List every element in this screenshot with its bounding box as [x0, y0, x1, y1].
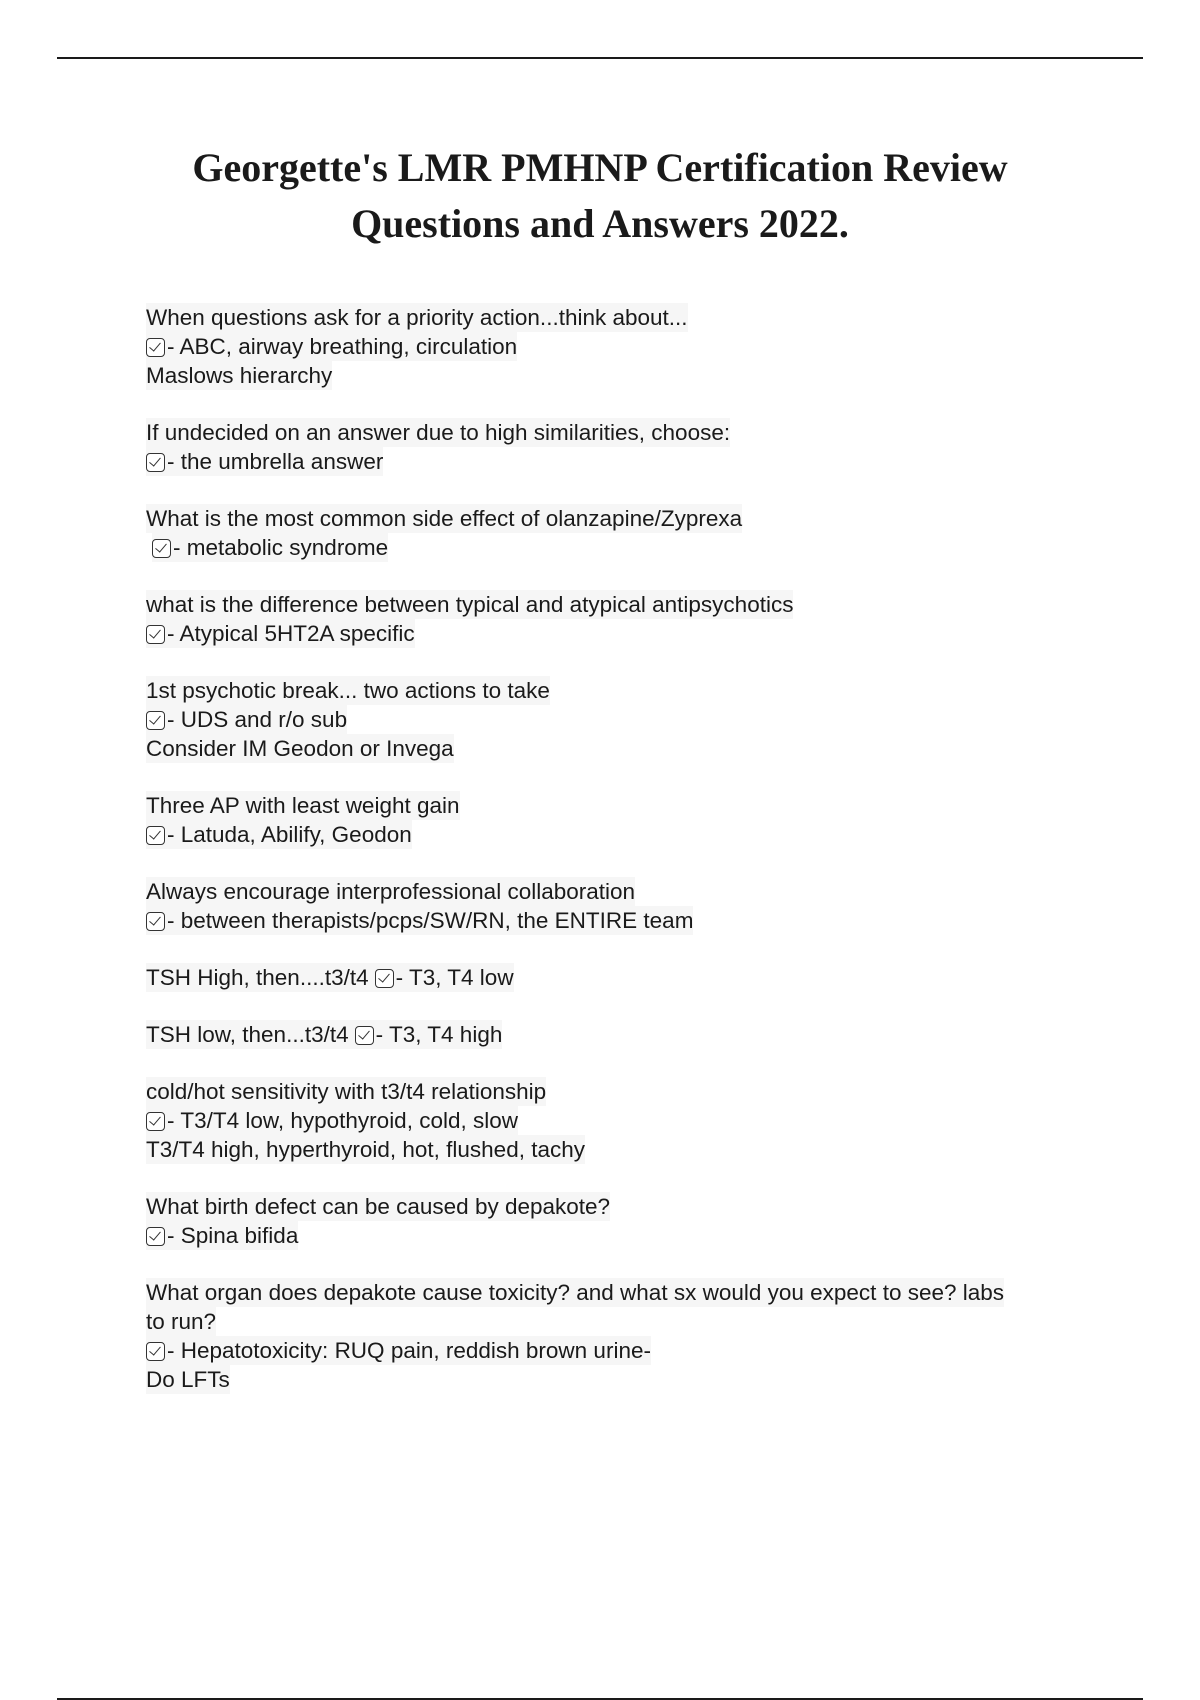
qa-item — [146, 791, 1076, 849]
answer-line — [146, 332, 517, 361]
answer-line — [146, 705, 347, 734]
qa-item — [146, 1278, 1076, 1394]
question: TSH low, then...t3/t4 — [146, 1022, 349, 1047]
answer-line — [146, 619, 415, 648]
qa-inline — [146, 1020, 502, 1049]
answer-extra: Consider IM Geodon or Invega — [146, 736, 454, 761]
qa-item — [146, 1077, 1076, 1164]
answer-line — [146, 447, 383, 476]
qa-inline — [146, 963, 514, 992]
answer: - Latuda, Abilify, Geodon — [167, 822, 412, 847]
answer-line — [146, 1336, 651, 1365]
qa-item — [146, 1020, 1076, 1049]
checkbox-icon — [146, 338, 165, 357]
qa-item — [146, 504, 1076, 562]
qa-item — [146, 590, 1076, 648]
question: If undecided on an answer due to high similarities, choose: — [146, 420, 731, 445]
checkbox-icon — [152, 539, 171, 558]
title-line-1: Georgette's LMR PMHNP Certification Review — [192, 145, 1008, 190]
answer: - T3, T4 high — [375, 1022, 503, 1047]
checkbox-icon — [146, 625, 165, 644]
qa-item — [146, 418, 1076, 476]
question-line-2: to run? — [146, 1309, 217, 1334]
checkbox-icon — [146, 912, 165, 931]
qa-item — [146, 963, 1076, 992]
qa-item — [146, 877, 1076, 935]
qa-list — [146, 303, 1076, 1422]
answer: - UDS and r/o sub — [167, 707, 348, 732]
answer-line — [146, 820, 412, 849]
answer: - between therapists/pcps/SW/RN, the ENTIRE team — [167, 908, 694, 933]
question: cold/hot sensitivity with t3/t4 relationship — [146, 1079, 547, 1104]
question: What birth defect can be caused by depakote? — [146, 1194, 611, 1219]
checkbox-icon — [146, 1227, 165, 1246]
question: What is the most common side effect of olanzapine/Zyprexa — [146, 506, 743, 531]
question: Always encourage interprofessional collaboration — [146, 879, 636, 904]
checkbox-icon — [146, 453, 165, 472]
question: what is the difference between typical and atypical antipsychotics — [146, 592, 794, 617]
answer: - metabolic syndrome — [173, 535, 389, 560]
checkbox-icon — [355, 1026, 374, 1045]
answer-line — [146, 906, 693, 935]
title-line-2: Questions and Answers 2022. — [351, 201, 849, 246]
page-title — [0, 140, 1200, 252]
question-line-1: What organ does depakote cause toxicity? and what sx would you expect to see? labs — [146, 1280, 1005, 1305]
answer-line — [146, 1106, 518, 1135]
question: 1st psychotic break... two actions to take — [146, 678, 550, 703]
answer: - Spina bifida — [167, 1223, 299, 1248]
checkbox-icon — [146, 826, 165, 845]
checkbox-icon — [146, 1342, 165, 1361]
question: TSH High, then....t3/t4 — [146, 965, 369, 990]
answer-extra: Do LFTs — [146, 1367, 230, 1392]
answer: - T3, T4 low — [395, 965, 514, 990]
checkbox-icon — [375, 969, 394, 988]
qa-item — [146, 676, 1076, 763]
checkbox-icon — [146, 711, 165, 730]
qa-item — [146, 303, 1076, 390]
top-rule — [57, 57, 1143, 59]
checkbox-icon — [146, 1112, 165, 1131]
answer: - Atypical 5HT2A specific — [167, 621, 415, 646]
answer: - the umbrella answer — [167, 449, 384, 474]
answer: - ABC, airway breathing, circulation — [167, 334, 518, 359]
answer-line — [146, 1221, 298, 1250]
answer-line — [152, 533, 388, 562]
answer: - T3/T4 low, hypothyroid, cold, slow — [167, 1108, 518, 1133]
answer: - Hepatotoxicity: RUQ pain, reddish brown urine- — [167, 1338, 651, 1363]
question: Three AP with least weight gain — [146, 793, 460, 818]
answer-extra: T3/T4 high, hyperthyroid, hot, flushed, tachy — [146, 1137, 585, 1162]
question: When questions ask for a priority action...think about... — [146, 305, 688, 330]
answer-extra: Maslows hierarchy — [146, 363, 333, 388]
qa-item — [146, 1192, 1076, 1250]
